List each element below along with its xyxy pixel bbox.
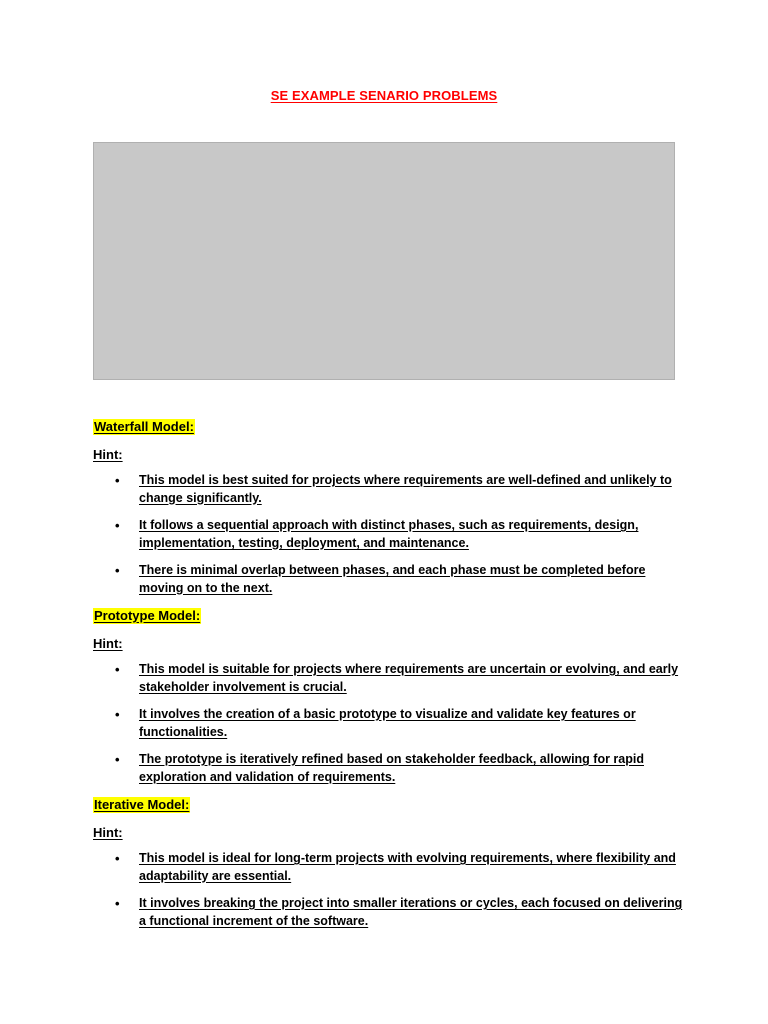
section-heading: Waterfall Model: — [94, 419, 194, 434]
list-item-text: This model is best suited for projects where requirements are well-defined and unlikely to change significantly. — [139, 473, 672, 505]
list-item — [93, 517, 683, 552]
bullet-icon: • — [115, 851, 120, 866]
bullet-icon: • — [115, 473, 120, 488]
hint-list — [93, 850, 683, 930]
hint-label: Hint: — [93, 447, 123, 462]
bullet-icon: • — [115, 662, 120, 677]
list-item-text: It follows a sequential approach with distinct phases, such as requirements, design, implementation, testing, deployment, and maintenance. — [139, 518, 639, 550]
hint-label: Hint: — [93, 825, 123, 840]
list-item-text: It involves the creation of a basic prototype to visualize and validate key features or functionalities. — [139, 707, 636, 739]
list-item — [93, 751, 683, 786]
hint-list — [93, 661, 683, 786]
section-heading: Prototype Model: — [94, 608, 201, 623]
section-heading: Iterative Model: — [94, 797, 190, 812]
section-waterfall — [93, 418, 683, 597]
list-item — [93, 562, 683, 597]
whiteboard-image — [93, 142, 675, 380]
page-title: SE EXAMPLE SENARIO PROBLEMS — [270, 88, 498, 103]
section-iterative — [93, 796, 683, 930]
bullet-icon: • — [115, 518, 120, 533]
list-item — [93, 706, 683, 741]
section-prototype — [93, 607, 683, 786]
list-item-text: The prototype is iteratively refined based on stakeholder feedback, allowing for rapid exploration and validation of requirements. — [139, 752, 644, 784]
bullet-icon: • — [115, 896, 120, 911]
list-item — [93, 895, 683, 930]
list-item-text: This model is suitable for projects where requirements are uncertain or evolving, and early stakeholder involvement is crucial. — [139, 662, 679, 694]
document-body — [93, 418, 683, 940]
hint-list — [93, 472, 683, 597]
list-item-text: This model is ideal for long-term projects with evolving requirements, where flexibility and adaptability are essential. — [139, 851, 676, 883]
list-item — [93, 661, 683, 696]
bullet-icon: • — [115, 752, 120, 767]
list-item — [93, 850, 683, 885]
bullet-icon: • — [115, 563, 120, 578]
hint-label: Hint: — [93, 636, 123, 651]
list-item-text: It involves breaking the project into smaller iterations or cycles, each focused on delivering a functional increment of the software. — [139, 896, 683, 928]
bullet-icon: • — [115, 707, 120, 722]
list-item — [93, 472, 683, 507]
list-item-text: There is minimal overlap between phases, and each phase must be completed before moving on to the next. — [139, 563, 646, 595]
